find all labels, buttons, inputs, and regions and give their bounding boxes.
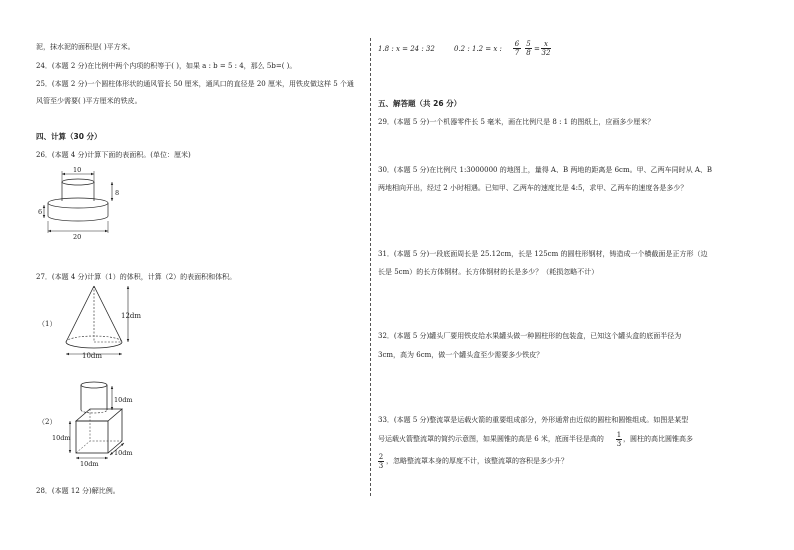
eq3-left-fraction bbox=[525, 40, 532, 57]
q24: 24．(本题 2 分)在比例中两个内项的积等于( )，如果 a : b = 5 : 4，那么 5b=( )。 bbox=[36, 62, 297, 70]
fig27-1-height: 12dm bbox=[121, 312, 142, 320]
q29: 29．(本题 5 分)一个机器零件长 5 毫米，画在比例尺是 8 : 1 的图纸上，应画多少厘米？ bbox=[378, 118, 655, 126]
q33-fraction-2 bbox=[378, 453, 384, 470]
q25-line1: 25．(本题 2 分)一个圆柱体形状的通风管长 50 厘米，通风口的直径是 20 厘米，用铁皮做这样 5 个通 bbox=[36, 80, 354, 88]
q23-tail: 泥，抹水泥的面积是( )平方米。 bbox=[36, 43, 135, 51]
fig26-top-height: 8 bbox=[115, 189, 120, 197]
q32-line2: 3cm，高为 6cm，做一个罐头盒至少需要多少铁皮？ bbox=[378, 351, 544, 359]
fig27-2-cube-left: 10dm bbox=[52, 434, 71, 442]
q33-line3: ，忽略整流罩本身的厚度不计，该整流罩的容积是多少升？ bbox=[386, 457, 568, 465]
q30-line1: 30．(本题 5 分)在比例尺 1:3000000 的地图上，量得 A、B 两地的距离是 6cm。甲、乙两车同时从 A、B bbox=[378, 166, 713, 174]
figure-26 bbox=[36, 165, 126, 243]
q31-line1: 31．(本题 5 分)一段底面周长是 25.12cm，长是 125cm 的圆柱形钢材，铸造成一个横截面是正方形（边 bbox=[378, 250, 708, 258]
q32-line1: 32．(本题 5 分)罐头厂要用铁皮给水果罐头做一种圆柱形的包装盒，已知这个罐头盒的底面半径为 bbox=[378, 332, 682, 340]
q30-line2: 两地相向开出，经过 2 小时相遇。已知甲、乙两车的速度比是 4:5，求甲、乙两车的速度各是多少？ bbox=[378, 184, 688, 192]
eq3-rden: 32 bbox=[541, 49, 551, 57]
q33-line2a: 号运载火箭整流罩的简约示意图，如果圆锥的高是 6 米，底面半径是高的 bbox=[378, 435, 604, 443]
fig27-2-cyl-height: 10dm bbox=[114, 396, 133, 404]
figure-27-cone bbox=[60, 284, 170, 362]
eq2-num: 6 bbox=[514, 40, 520, 48]
section-4-heading: 四、计算（30 分） bbox=[36, 132, 102, 141]
eq2-prefix: 0.2 : 1.2 = x : bbox=[454, 45, 502, 53]
eq3-lnum: 5 bbox=[526, 40, 531, 48]
q33-frac1-den: 3 bbox=[616, 440, 622, 448]
column-divider bbox=[370, 38, 371, 496]
fig27-1-label: （1） bbox=[38, 320, 57, 328]
fig27-2-cube-depth: 10dm bbox=[114, 449, 133, 457]
q33-frac1-num: 1 bbox=[616, 431, 622, 439]
q33-line1: 33．(本题 5 分)整流罩是运载火箭的重要组成部分，外形通常由近似的圆柱和圆锥组成。如图是某型 bbox=[378, 416, 689, 424]
fig26-bottom-height: 6 bbox=[38, 208, 43, 216]
fig27-2-cube-bottom: 10dm bbox=[80, 460, 99, 468]
q25-line2: 风管至少需要( )平方厘米的铁皮。 bbox=[36, 97, 142, 105]
q28: 28．(本题 12 分)解比例。 bbox=[36, 487, 120, 495]
fig27-2-label: （2） bbox=[38, 418, 57, 426]
fig27-1-base: 10dm bbox=[82, 352, 103, 360]
eq2-fraction bbox=[513, 40, 521, 57]
eq3-equals: = bbox=[534, 45, 540, 53]
q33-frac2-den: 3 bbox=[378, 462, 384, 470]
fig26-bottom-width: 20 bbox=[73, 233, 82, 241]
eq1: 1.8 : x = 24 : 32 bbox=[378, 45, 435, 53]
figure-27-cylinder-cube bbox=[52, 378, 152, 470]
q31-line2: 长是 5cm）的长方体钢材。长方体钢材的长是多少？（耗损忽略不计） bbox=[378, 268, 599, 276]
eq3-lden: 8 bbox=[526, 49, 531, 57]
section-5-heading: 五、解答题（共 26 分） bbox=[378, 99, 462, 108]
q27: 27．(本题 4 分)计算（1）的体积，计算（2）的表面积和体积。 bbox=[36, 273, 237, 281]
q33-line2b: ，圆柱的高比圆锥高多 bbox=[623, 435, 693, 443]
q33-frac2-num: 2 bbox=[378, 453, 384, 461]
eq2-den: 7 bbox=[514, 49, 520, 57]
q26: 26．(本题 4 分)计算下面的表面积。(单位：厘米) bbox=[36, 151, 191, 159]
eq3-rnum: x bbox=[544, 40, 548, 48]
q33-fraction-1 bbox=[616, 431, 622, 448]
eq3-right-fraction bbox=[541, 40, 551, 57]
fig26-top-width: 10 bbox=[73, 166, 82, 174]
